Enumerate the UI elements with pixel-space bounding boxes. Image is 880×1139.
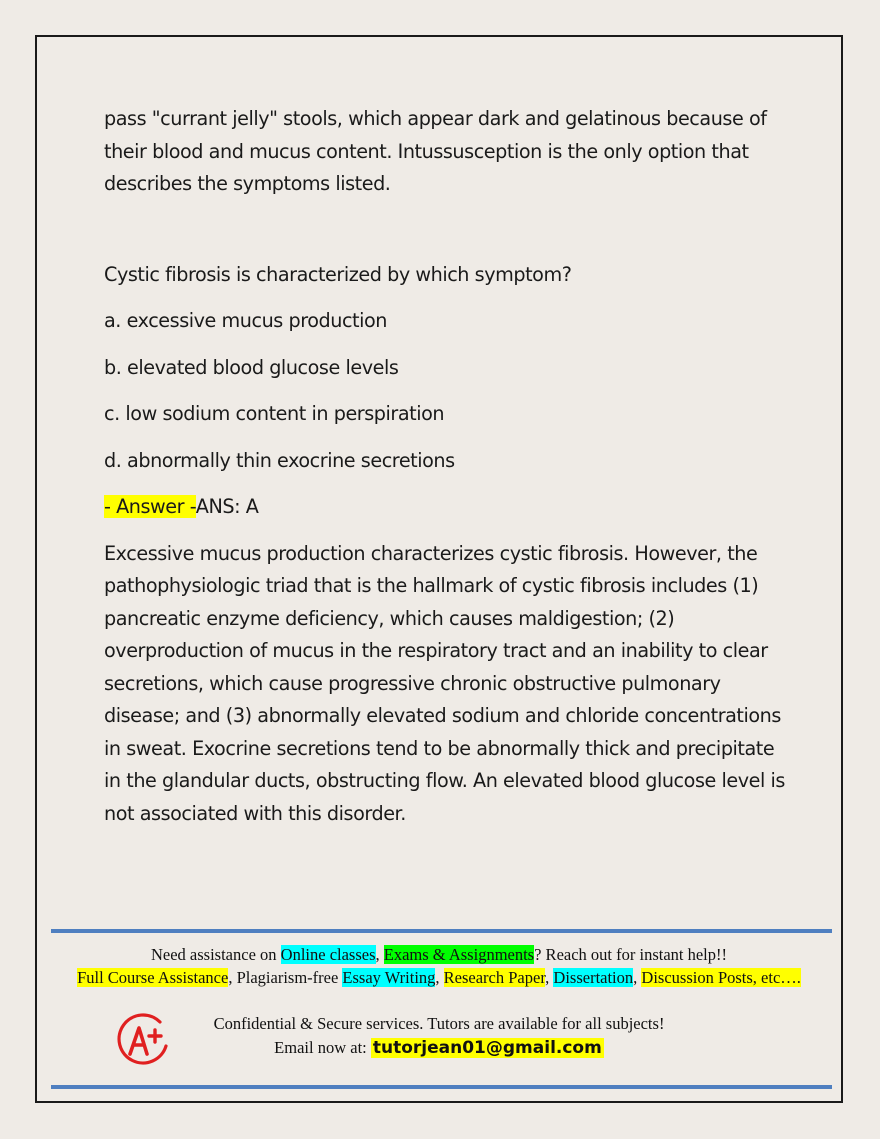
online-classes-highlight: Online classes	[280, 945, 376, 964]
footer-text-plagiarism: , Plagiarism-free	[228, 968, 343, 987]
intro-paragraph: pass "currant jelly" stools, which appear dark and gelatinous because of their blood and mucus content. Intussusception is the only option that describes the symptoms listed.	[104, 107, 767, 195]
document-body	[104, 103, 794, 830]
footer-line-2	[36, 968, 842, 988]
footer-top-rule	[51, 929, 832, 933]
research-paper-highlight: Research Paper	[443, 968, 546, 987]
footer-line-4	[36, 1038, 842, 1058]
option-d: d. abnormally thin exocrine secretions	[104, 448, 455, 472]
answer-line	[104, 491, 794, 524]
footer-line-1	[36, 945, 842, 965]
footer-sep: ,	[375, 945, 384, 964]
footer-text-reach: ? Reach out for instant help!!	[534, 945, 728, 964]
option-b: b. elevated blood glucose levels	[104, 355, 399, 379]
option-a: a. excessive mucus production	[104, 309, 388, 332]
full-course-highlight: Full Course Assistance	[77, 968, 229, 987]
essay-writing-highlight: Essay Writing	[342, 968, 436, 987]
footer-sep: ,	[545, 968, 554, 987]
footer-text-need: Need assistance on	[150, 945, 281, 964]
answer-label: - Answer -	[104, 495, 196, 518]
email-address[interactable]: tutorjean01@gmail.com	[372, 1038, 602, 1058]
footer-line-3: Confidential & Secure services. Tutors are available for all subjects!	[213, 1014, 665, 1033]
footer-bottom-rule	[51, 1085, 832, 1089]
explanation-paragraph: Excessive mucus production characterizes cystic fibrosis. However, the pathophysiologic triad that is the hallmark of cystic fibrosis includes (1) pancreatic enzyme deficiency, which causes maldigestion; (2) overproduction of mucus in the respiratory tract and an inability to clear secretions, which cause progressive chronic obstructive pulmonary disease; and (3) abnormally elevated sodium and chloride concentrations in sweat. Exocrine secretions tend to be abnormally thick and precipitate in the glandular ducts, obstructing flow. An elevated blood glucose level is not associated with this disorder.	[104, 541, 785, 825]
question-text: Cystic fibrosis is characterized by which symptom?	[104, 262, 572, 286]
discussion-posts-highlight: Discussion Posts, etc….	[641, 968, 801, 987]
option-c: c. low sodium content in perspiration	[104, 402, 445, 425]
answer-value: ANS: A	[195, 495, 259, 518]
exams-assignments-highlight: Exams & Assignments	[383, 945, 535, 964]
dissertation-highlight: Dissertation	[553, 968, 634, 987]
footer-sep: ,	[435, 968, 444, 987]
footer-sep: ,	[633, 968, 642, 987]
email-label: Email now at:	[274, 1038, 371, 1057]
